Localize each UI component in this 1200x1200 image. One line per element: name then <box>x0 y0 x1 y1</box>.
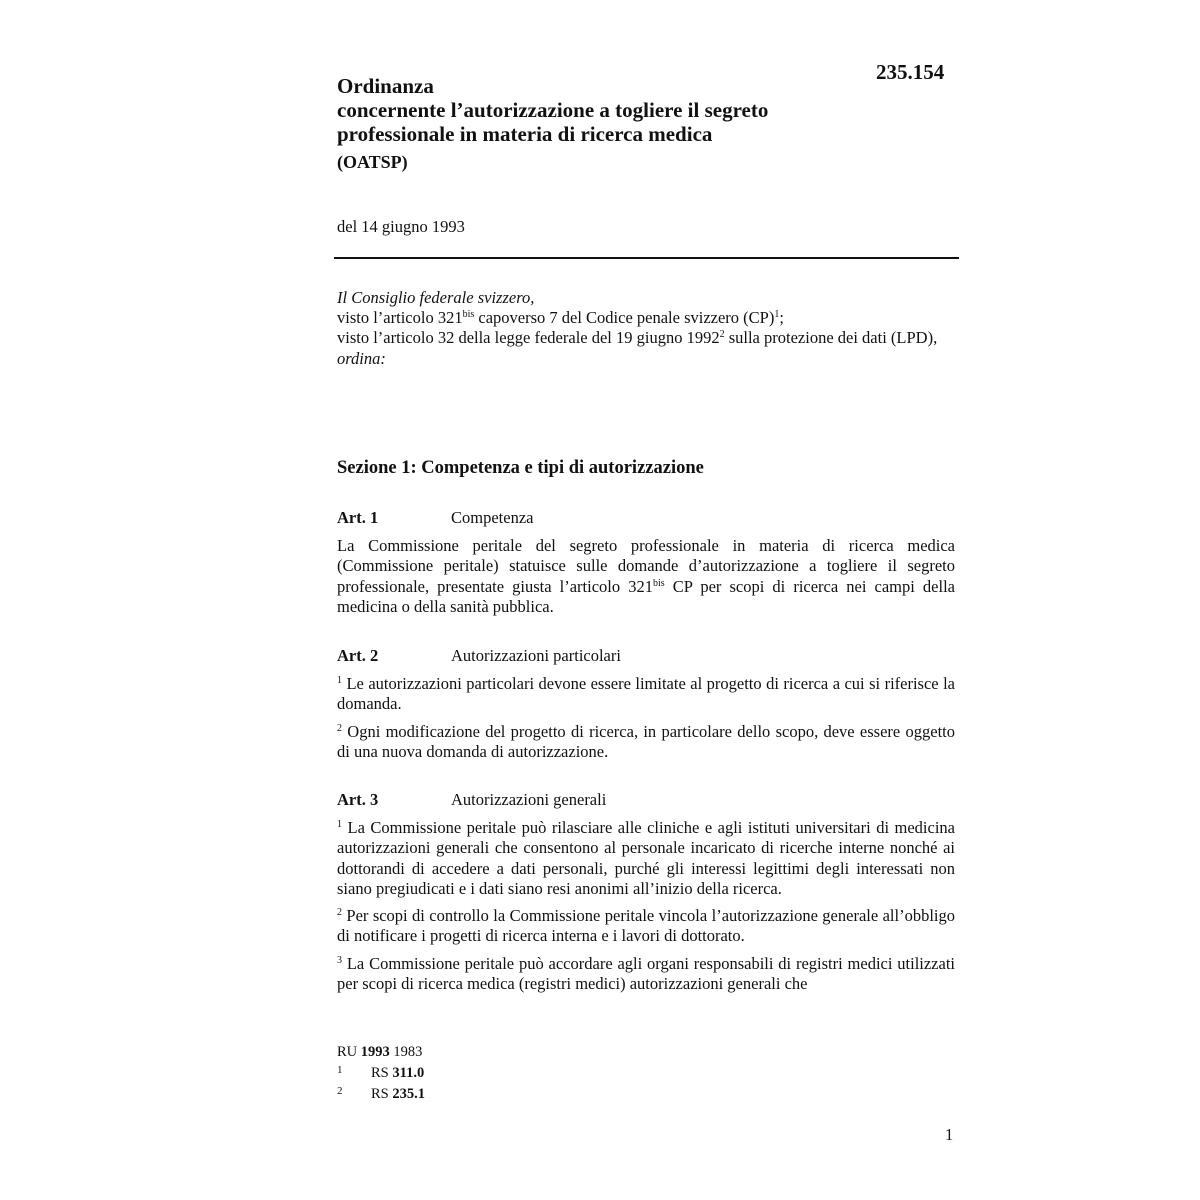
preamble <box>337 288 957 369</box>
paragraph-number: 1 <box>337 675 342 686</box>
paragraph-text: Per scopi di controllo la Commissione peritale vincola l’autorizzazione generale all’obbligo di notificare i progetti di ricerca interna e i lavori di dottorato. <box>337 906 955 946</box>
preamble-basis-2-text: visto l’articolo 32 della legge federale del 19 giugno 1992 <box>337 328 720 347</box>
article-2-paragraph-2 <box>337 722 955 763</box>
section-1-title: Sezione 1: Competenza e tipi di autorizzazione <box>337 458 704 478</box>
article-2-paragraph-1 <box>337 674 955 715</box>
article-3-paragraph-1 <box>337 818 955 899</box>
article-3-paragraph-2 <box>337 906 955 947</box>
paragraph-number: 2 <box>337 907 342 919</box>
preamble-basis-1-text: visto l’articolo 321 <box>337 308 463 327</box>
article-2 <box>337 646 955 762</box>
document-date: del 14 giugno 1993 <box>337 217 465 236</box>
ru-year: 1993 <box>360 1044 390 1060</box>
footnote-2 <box>337 1082 425 1103</box>
preamble-basis-2 <box>337 328 957 348</box>
title-divider <box>334 257 959 259</box>
footnote-ref-2[interactable]: 2 <box>719 329 725 340</box>
preamble-basis-1-sup: bis <box>462 309 475 320</box>
document-title <box>337 74 877 173</box>
article-1-number: Art. 1 <box>337 508 379 527</box>
article-3 <box>337 790 955 994</box>
article-1-paragraph <box>337 536 955 617</box>
ru-page: 1983 <box>389 1044 423 1060</box>
footnote-2-link[interactable]: 235.1 <box>392 1086 425 1102</box>
article-2-number: Art. 2 <box>337 646 379 665</box>
article-1-text-2: CP per scopi di ricerca nei campi della medicina o della sanità pubblica. <box>337 576 955 616</box>
title-line-2: concernente l’autorizzazione a togliere il segreto <box>337 98 769 122</box>
sr-number: 235.154 <box>876 60 945 84</box>
title-line-3: professionale in materia di ricerca medica <box>337 122 713 146</box>
preamble-basis-1-end: ; <box>779 308 784 327</box>
ru-prefix: RU <box>337 1044 361 1060</box>
article-3-title: Autorizzazioni generali <box>451 790 607 809</box>
page-number: 1 <box>945 1125 954 1144</box>
paragraph-number: 3 <box>337 954 342 966</box>
footnote-1-mark: 1 <box>337 1064 343 1076</box>
article-3-paragraph-3 <box>337 954 955 995</box>
footnote-2-prefix: RS <box>371 1086 393 1102</box>
paragraph-number: 1 <box>337 819 342 830</box>
article-2-title: Autorizzazioni particolari <box>451 646 621 665</box>
title-line-1: Ordinanza <box>337 74 434 98</box>
paragraph-text: La Commissione peritale può accordare agli organi responsabili di registri medici utilizzati per scopi di ricerca medica (registri medici) autorizzazioni generali che <box>337 953 955 994</box>
paragraph-text: La Commissione peritale può rilasciare alle cliniche e agli istituti universitari di medicina autorizzazioni generali che consentono al personale incaricato di ricerche interne nonché ai dottorandi di accedere a dati personali, purché gli interessi legittimi degli interessati non siano pregiudicati e i dati siano resi anonimi all’inizio della ricerca. <box>337 818 955 898</box>
preamble-authority: Il Consiglio federale svizzero, <box>337 288 535 307</box>
article-1-sup: bis <box>652 577 665 589</box>
article-3-number: Art. 3 <box>337 790 379 809</box>
article-1-text: La Commissione peritale del segreto professionale in materia di ricerca medica (Commissione peritale) statuisce sulle domande d’autorizzazione a togliere il segreto professionale, presentate giusta l’articolo 321 <box>337 536 955 596</box>
footnote-1 <box>337 1061 425 1082</box>
preamble-decree: ordina: <box>337 349 386 368</box>
article-1-title: Competenza <box>451 508 534 527</box>
article-1-heading <box>337 508 955 528</box>
article-1 <box>337 508 955 617</box>
article-3-heading <box>337 790 955 810</box>
footnote-1-link[interactable]: 311.0 <box>392 1065 425 1081</box>
title-abbreviation: (OATSP) <box>337 152 408 172</box>
article-2-heading <box>337 646 955 666</box>
paragraph-number: 2 <box>337 722 342 734</box>
paragraph-text: Ogni modificazione del progetto di ricerca, in particolare dello scopo, deve essere oggetto di una nuova domanda di autorizzazione. <box>337 721 955 761</box>
paragraph-text: Le autorizzazioni particolari devone essere limitate al progetto di ricerca a cui si riferisce la domanda. <box>337 674 955 714</box>
official-compilation-reference <box>337 1043 425 1061</box>
footnote-1-prefix: RS <box>371 1065 393 1081</box>
preamble-basis-2-text-2: sulla protezione dei dati (LPD), <box>724 328 938 347</box>
footnote-ref-1[interactable]: 1 <box>774 309 780 320</box>
footnotes <box>337 1043 425 1103</box>
footnote-2-mark: 2 <box>337 1085 343 1097</box>
preamble-basis-1 <box>337 308 957 328</box>
preamble-basis-1-text-2: capoverso 7 del Codice penale svizzero (CP) <box>474 308 775 327</box>
